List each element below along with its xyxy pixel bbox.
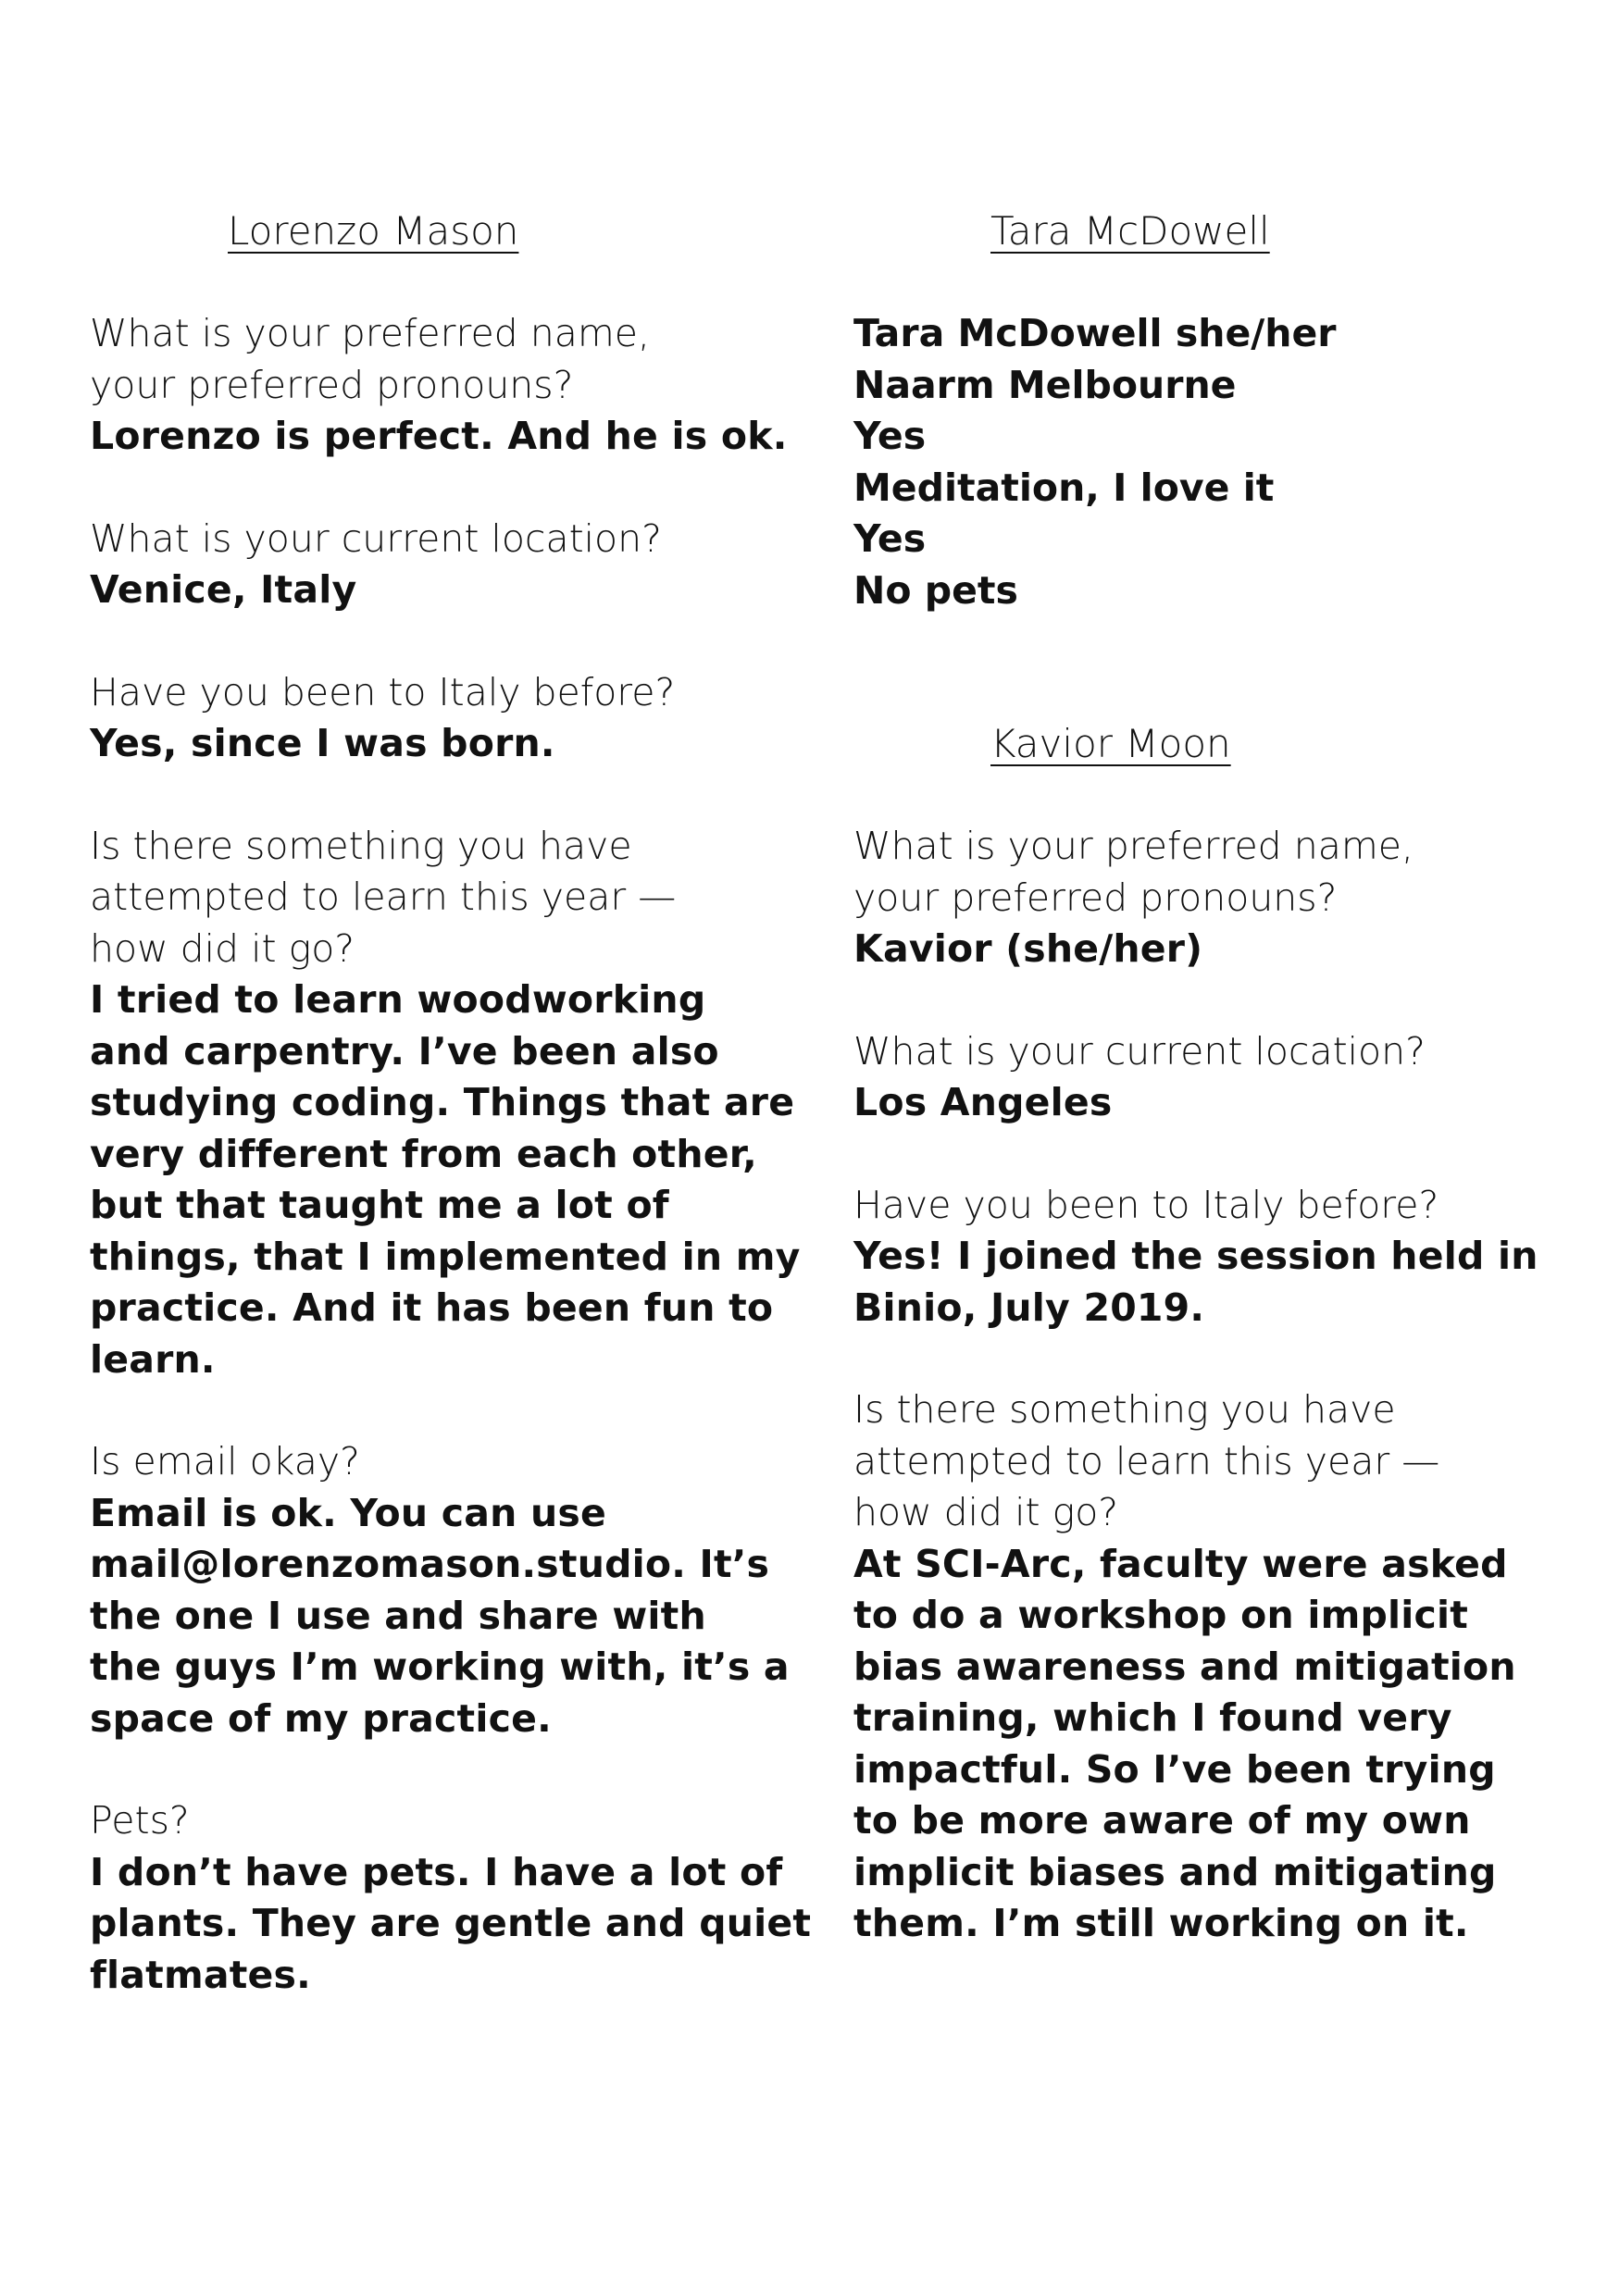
- answer: At SCI-Arc, faculty were asked to do a workshop on implicit bias awareness and mitigation training, which I found very impactful. So I’ve been trying to be more aware of my own implicit biases and mitigating them. I’m still working on it.: [853, 1541, 1516, 1945]
- lorenzo-column: [90, 205, 812, 2052]
- right-column: [853, 205, 1575, 2001]
- kavior-qa-name: [853, 821, 1575, 975]
- lorenzo-qa-learn: [90, 821, 812, 1386]
- question: Pets?: [90, 1798, 190, 1843]
- tara-answer: Yes: [853, 516, 927, 561]
- kavior-qa-location: [853, 1026, 1575, 1129]
- lorenzo-qa-email: [90, 1436, 812, 1744]
- answer: Email is ok. You can use mail@lorenzomason.studio. It’s the one I use and share with the guys I’m working with, it’s a space of my practice.: [90, 1490, 790, 1741]
- answer: Kavior (she/her): [853, 926, 1203, 971]
- lorenzo-qa-pets: [90, 1795, 812, 2001]
- tara-answers: [853, 308, 1575, 616]
- answer: Yes, since I was born.: [90, 721, 555, 765]
- answer: Los Angeles: [853, 1080, 1113, 1124]
- answer: Venice, Italy: [90, 567, 357, 612]
- tara-name-heading: Tara McDowell: [990, 208, 1270, 254]
- kavior-name-heading: Kavior Moon: [990, 721, 1231, 766]
- question: Have you been to Italy before?: [853, 1182, 1439, 1227]
- question: Have you been to Italy before?: [90, 669, 676, 714]
- tara-answer: Naarm Melbourne: [853, 362, 1237, 407]
- answer: I tried to learn woodworking and carpentry. I’ve been also studying coding. Things that are very different from each other, but that taught me a lot of things, that I implemented in my practice. And it has been fun to learn.: [90, 977, 801, 1382]
- question: What is your current location?: [853, 1028, 1426, 1074]
- lorenzo-qa-location: [90, 514, 812, 616]
- kavior-qa-italy: [853, 1180, 1575, 1334]
- question: What is your preferred name, your preferred pronouns?: [90, 311, 651, 407]
- lorenzo-qa-italy: [90, 667, 812, 770]
- kavior-qa-learn: [853, 1384, 1575, 1950]
- tara-answer: Tara McDowell she/her: [853, 311, 1337, 355]
- answer: I don’t have pets. I have a lot of plants. They are gentle and quiet flatmates.: [90, 1849, 812, 1997]
- lorenzo-name-heading: Lorenzo Mason: [228, 208, 519, 254]
- tara-answer: Yes: [853, 414, 927, 458]
- answer: Yes! I joined the session held in Binio, July 2019.: [853, 1234, 1538, 1330]
- tara-answer: Meditation, I love it: [853, 465, 1275, 510]
- question: Is there something you have attempted to learn this year — how did it go?: [853, 1387, 1440, 1534]
- tara-answer: No pets: [853, 567, 1018, 613]
- lorenzo-qa-name: [90, 308, 812, 463]
- question: What is your preferred name, your preferred pronouns?: [853, 824, 1414, 920]
- answer: Lorenzo is perfect. And he is ok.: [90, 414, 788, 458]
- question: Is email okay?: [90, 1439, 360, 1483]
- question: Is there something you have attempted to learn this year — how did it go?: [90, 823, 677, 971]
- question: What is your current location?: [90, 515, 662, 561]
